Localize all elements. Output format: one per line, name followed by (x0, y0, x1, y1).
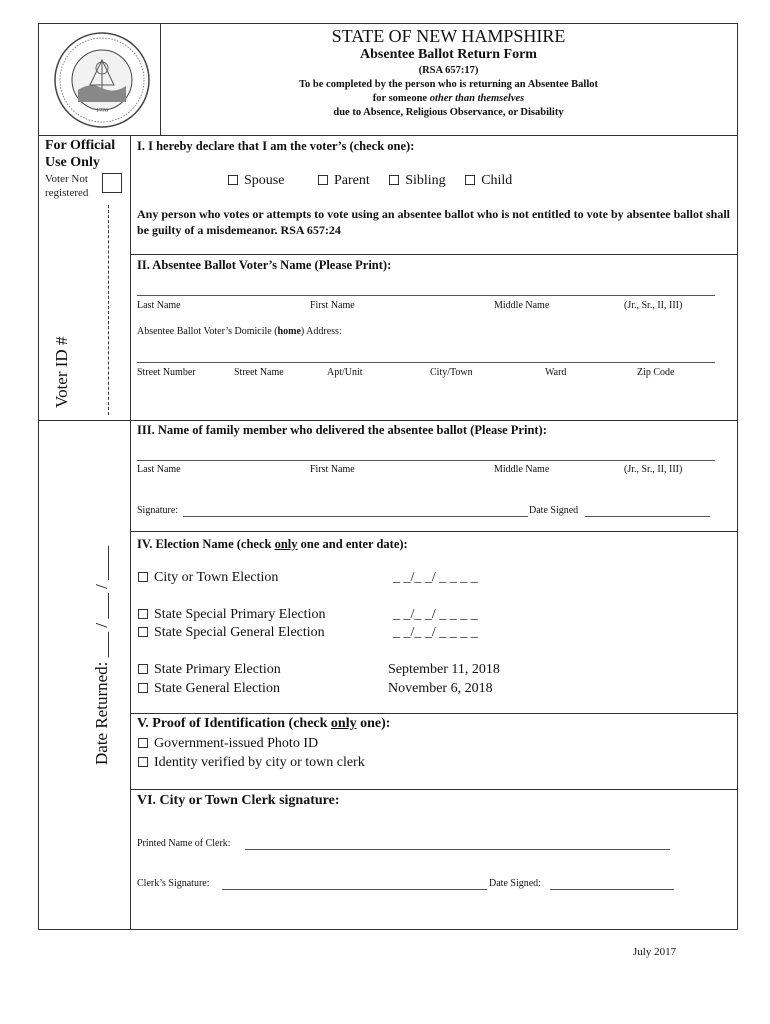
section1-title: I. I hereby declare that I am the voter’s (check one): (137, 139, 415, 153)
option-spouse-label: Spouse (244, 173, 285, 188)
s4-title-only: only (274, 537, 298, 551)
header (160, 26, 737, 120)
election-date: September 11, 2018 (388, 662, 500, 677)
divider-2 (130, 254, 738, 255)
not-registered-checkbox[interactable] (102, 173, 122, 193)
header-line2 (160, 92, 737, 106)
frame-bottom (38, 929, 738, 930)
frame-left (38, 23, 39, 930)
election-name: City or Town Election (154, 570, 279, 585)
domicile-bold: home (277, 326, 301, 337)
section2-title: II. Absentee Ballot Voter’s Name (Please Print): (137, 258, 392, 272)
election-city-town[interactable] (138, 570, 278, 586)
city-town-label: City/Town (430, 367, 473, 378)
election-special-primary[interactable] (138, 607, 325, 623)
checkbox-icon[interactable] (138, 738, 148, 748)
misdemeanor-warning: Any person who votes or attempts to vote using an absentee ballot who is not entitled to vote by absentee ballot shall be guilty of a misdemeanor. RSA 657:24 (137, 207, 730, 237)
id-photo-option[interactable] (138, 736, 318, 752)
printed-name-label: Printed Name of Clerk: (137, 838, 231, 849)
state-seal-icon (50, 30, 154, 130)
revision-date: July 2017 (633, 946, 677, 958)
domicile-label (137, 326, 342, 337)
s3-last-name-label: Last Name (137, 464, 181, 475)
voter-id-entry-line[interactable] (108, 205, 109, 415)
clerk-signature-field[interactable] (222, 889, 487, 890)
family-member-name-field[interactable] (137, 460, 715, 461)
zip-code-label: Zip Code (637, 367, 675, 378)
voter-not-label: Voter Not (45, 173, 88, 185)
frame-top (38, 23, 738, 24)
s4-title-pre: IV. Election Name (check (137, 537, 275, 551)
checkbox-icon[interactable] (389, 175, 399, 185)
id-photo-label: Government-issued Photo ID (154, 736, 319, 751)
checkbox-icon[interactable] (138, 664, 148, 674)
voter-id-label: Voter ID # (52, 336, 71, 408)
clerk-signature-label: Clerk’s Signature: (137, 878, 210, 889)
checkbox-icon[interactable] (318, 175, 328, 185)
election-state-primary[interactable] (138, 662, 281, 678)
domicile-address-field[interactable] (137, 362, 715, 363)
domicile-pre: Absentee Ballot Voter’s Domicile ( (137, 326, 278, 337)
domicile-post: ) Address: (300, 326, 342, 337)
section4-title (137, 537, 408, 552)
header-line2-italic: other than themselves (429, 93, 525, 104)
voter-not-registered (45, 172, 88, 200)
official-title-line1: For Official (45, 138, 116, 153)
election-name: State General Election (154, 681, 280, 696)
checkbox-icon[interactable] (465, 175, 475, 185)
option-spouse[interactable] (228, 173, 284, 188)
section3-title: III. Name of family member who delivered the absentee ballot (Please Print): (137, 423, 547, 437)
header-bottom (38, 135, 738, 136)
header-line1: To be completed by the person who is returning an Absentee Ballot (299, 79, 598, 90)
official-split (38, 420, 131, 421)
street-name-label: Street Name (234, 367, 284, 378)
option-sibling-label: Sibling (405, 173, 446, 188)
s3-date-signed-label: Date Signed (529, 505, 579, 516)
election-name: State Special General Election (154, 625, 325, 640)
checkbox-icon[interactable] (228, 175, 238, 185)
frame-right (737, 23, 738, 930)
printed-name-field[interactable] (245, 849, 670, 850)
section6-title: VI. City or Town Clerk signature: (137, 793, 340, 808)
checkbox-icon[interactable] (138, 683, 148, 693)
rsa-reference: (RSA 657:17) (418, 65, 479, 76)
s3-middle-name-label: Middle Name (494, 464, 550, 475)
option-child[interactable] (465, 173, 512, 188)
official-title (45, 137, 115, 171)
s5-title-pre: V. Proof of Identification (check (137, 716, 331, 731)
election-date[interactable]: _ _/_ _/ _ _ _ _ (393, 570, 478, 585)
street-number-label: Street Number (137, 367, 196, 378)
option-child-label: Child (481, 173, 513, 188)
registered-label: registered (45, 187, 89, 199)
divider-5 (130, 713, 738, 714)
clerk-date-signed-label: Date Signed: (489, 878, 541, 889)
s3-signature-label: Signature: (137, 505, 179, 516)
section5-title (137, 716, 390, 732)
s5-title-post: one): (356, 716, 391, 731)
voter-name-field[interactable] (137, 295, 715, 296)
election-date: November 6, 2018 (388, 681, 493, 696)
header-line3: due to Absence, Religious Observance, or Disability (333, 107, 564, 118)
divider-6 (130, 789, 738, 790)
s3-date-signed-field[interactable] (585, 516, 710, 517)
s4-title-post: one and enter date): (297, 537, 408, 551)
divider-3 (130, 420, 738, 421)
checkbox-icon[interactable] (138, 572, 148, 582)
election-date[interactable]: _ _/_ _/ _ _ _ _ (393, 607, 478, 622)
election-name: State Primary Election (154, 662, 281, 677)
state-name: STATE OF NEW HAMPSHIRE (331, 26, 566, 46)
divider-4 (130, 531, 738, 532)
official-title-line2: Use Only (45, 155, 100, 170)
clerk-date-signed-field[interactable] (550, 889, 674, 890)
checkbox-icon[interactable] (138, 757, 148, 767)
election-special-general[interactable] (138, 625, 325, 641)
ward-label: Ward (545, 367, 567, 378)
s3-first-name-label: First Name (310, 464, 355, 475)
id-clerk-option[interactable] (138, 755, 365, 771)
option-sibling[interactable] (389, 173, 445, 188)
relationship-options (228, 173, 512, 189)
checkbox-icon[interactable] (138, 627, 148, 637)
apt-unit-label: Apt/Unit (327, 367, 363, 378)
date-returned-label[interactable]: Date Returned: ___ / ___ / ____ (92, 545, 111, 765)
s2-first-name-label: First Name (310, 300, 355, 311)
s2-last-name-label: Last Name (137, 300, 181, 311)
s3-signature-field[interactable] (183, 516, 528, 517)
s2-middle-name-label: Middle Name (494, 300, 550, 311)
s2-suffix-label: (Jr., Sr., II, III) (624, 300, 683, 311)
checkbox-icon[interactable] (138, 609, 148, 619)
s3-suffix-label: (Jr., Sr., II, III) (624, 464, 683, 475)
svg-text:1776: 1776 (96, 108, 108, 114)
form-title: Absentee Ballot Return Form (360, 47, 537, 62)
header-line2-pre: for someone (372, 93, 430, 104)
id-clerk-label: Identity verified by city or town clerk (154, 755, 365, 770)
election-state-general[interactable] (138, 681, 280, 697)
option-parent[interactable] (318, 173, 370, 188)
election-name: State Special Primary Election (154, 607, 326, 622)
election-date[interactable]: _ _/_ _/ _ _ _ _ (393, 625, 478, 640)
s5-title-only: only (330, 716, 357, 731)
option-parent-label: Parent (333, 173, 370, 188)
